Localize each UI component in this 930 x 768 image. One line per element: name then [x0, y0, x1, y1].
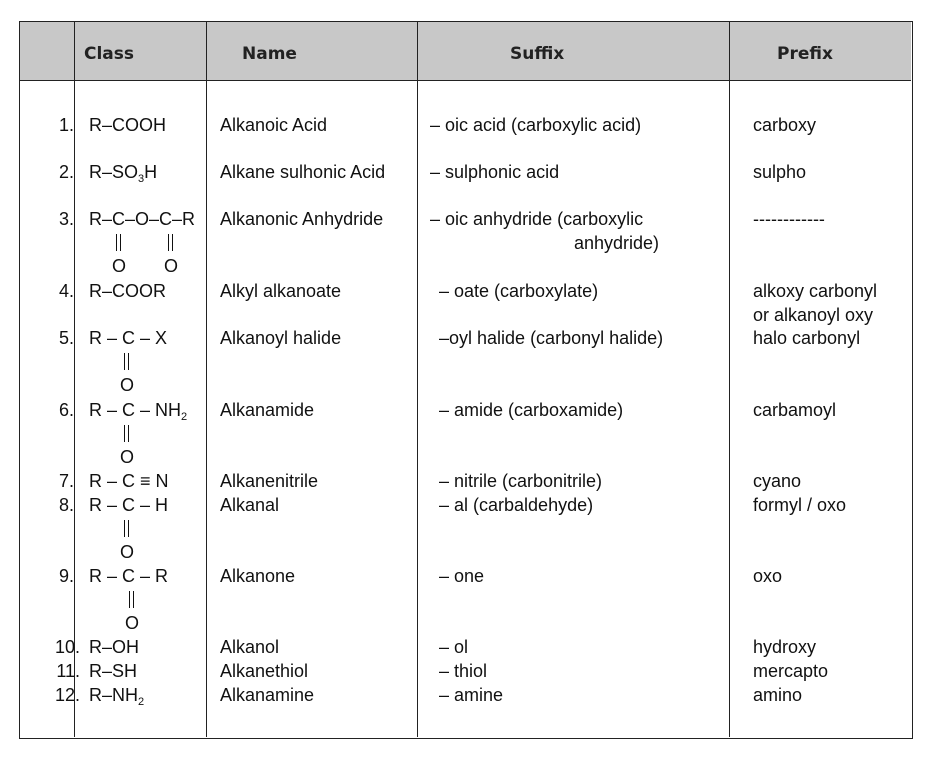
prefix-cell: mercapto: [753, 661, 829, 681]
name-cell: Alkanamide: [220, 400, 315, 420]
double-bond-icon: [168, 234, 173, 251]
suffix-cell: – one: [439, 566, 485, 586]
carbonyl-oxygen: O: [112, 256, 127, 276]
suffix-cell: – oic anhydride (carboxylic: [430, 209, 644, 229]
carbonyl-oxygen: O: [164, 256, 179, 276]
class-formula: R–COOH: [89, 115, 167, 135]
suffix-cell: – sulphonic acid: [430, 162, 560, 182]
row-number: 12.: [54, 685, 80, 705]
suffix-cell: –oyl halide (carbonyl halide): [439, 328, 664, 348]
carbonyl-oxygen: O: [120, 375, 135, 395]
prefix-cell: carboxy: [753, 115, 817, 135]
name-cell: Alkanoyl halide: [220, 328, 342, 348]
row-number: 10.: [54, 637, 80, 657]
name-cell: Alkanamine: [220, 685, 315, 705]
suffix-cell: – oic acid (carboxylic acid): [430, 115, 642, 135]
suffix-cell: – ol: [439, 637, 469, 657]
row-number: 1.: [58, 115, 74, 135]
column-divider: [417, 22, 418, 737]
row-number: 5.: [58, 328, 74, 348]
header-class: Class: [84, 44, 135, 64]
column-divider: [729, 22, 730, 737]
prefix-cell: sulpho: [753, 162, 807, 182]
prefix-cell: alkoxy carbonyl: [753, 281, 878, 301]
name-cell: Alkanenitrile: [220, 471, 319, 491]
class-formula: R–C–O–C–R: [89, 209, 196, 229]
class-formula: R – C – R: [89, 566, 169, 586]
name-cell: Alkanonic Anhydride: [220, 209, 384, 229]
row-number: 11.: [56, 661, 80, 681]
class-formula: $R-SO_3H$: [89, 162, 158, 185]
double-bond-icon: [116, 234, 121, 251]
row-number: 7.: [58, 471, 74, 491]
name-cell: Alkanoic Acid: [220, 115, 328, 135]
prefix-cell: halo carbonyl: [753, 328, 861, 348]
suffix-cell: – amide (carboxamide): [439, 400, 624, 420]
suffix-cell: – oate (carboxylate): [439, 281, 599, 301]
double-bond-icon: [124, 520, 129, 537]
prefix-cell: oxo: [753, 566, 783, 586]
class-formula: R–COOR: [89, 281, 167, 301]
row-number: 4.: [58, 281, 74, 301]
name-cell: Alkanone: [220, 566, 296, 586]
double-bond-icon: [129, 591, 134, 608]
name-cell: Alkane sulhonic Acid: [220, 162, 386, 182]
class-formula: R – C – X: [89, 328, 168, 348]
class-formula: $R-NH_2$: [89, 685, 145, 708]
row-number: 2.: [58, 162, 74, 182]
double-bond-icon: [124, 353, 129, 370]
prefix-cell: amino: [753, 685, 803, 705]
prefix-cell: formyl / oxo: [753, 495, 847, 515]
class-formula: R – C – H: [89, 495, 169, 515]
row-number: 6.: [58, 400, 74, 420]
row-number: 9.: [58, 566, 74, 586]
prefix-cell: cyano: [753, 471, 802, 491]
prefix-cell: carbamoyl: [753, 400, 837, 420]
header-suffix: Suffix: [510, 44, 565, 64]
column-divider: [206, 22, 207, 737]
header-name: Name: [242, 44, 297, 64]
name-cell: Alkanol: [220, 637, 280, 657]
carbonyl-oxygen: O: [125, 613, 140, 633]
name-cell: Alkanethiol: [220, 661, 309, 681]
row-number: 3.: [58, 209, 74, 229]
column-divider: [74, 22, 75, 737]
prefix-cell-continued: or alkanoyl oxy: [753, 305, 874, 325]
name-cell: Alkanal: [220, 495, 280, 515]
class-formula: R–OH: [89, 637, 140, 657]
carbonyl-oxygen: O: [120, 542, 135, 562]
class-formula: R–SH: [89, 661, 138, 681]
suffix-cell: – thiol: [439, 661, 488, 681]
suffix-cell-continued: anhydride): [574, 233, 660, 253]
carbonyl-oxygen: O: [120, 447, 135, 467]
table-header: [20, 22, 911, 81]
header-prefix: Prefix: [777, 44, 833, 64]
prefix-cell: ------------: [753, 209, 825, 229]
functional-group-table: [19, 21, 913, 739]
double-bond-icon: [124, 425, 129, 442]
prefix-cell: hydroxy: [753, 637, 817, 657]
suffix-cell: – nitrile (carbonitrile): [439, 471, 603, 491]
row-number: 8.: [58, 495, 74, 515]
class-formula: R – C – $NH_2$: [89, 400, 188, 423]
suffix-cell: – amine: [439, 685, 504, 705]
name-cell: Alkyl alkanoate: [220, 281, 342, 301]
class-formula: R – C ≡ N: [89, 471, 169, 491]
suffix-cell: – al (carbaldehyde): [439, 495, 594, 515]
